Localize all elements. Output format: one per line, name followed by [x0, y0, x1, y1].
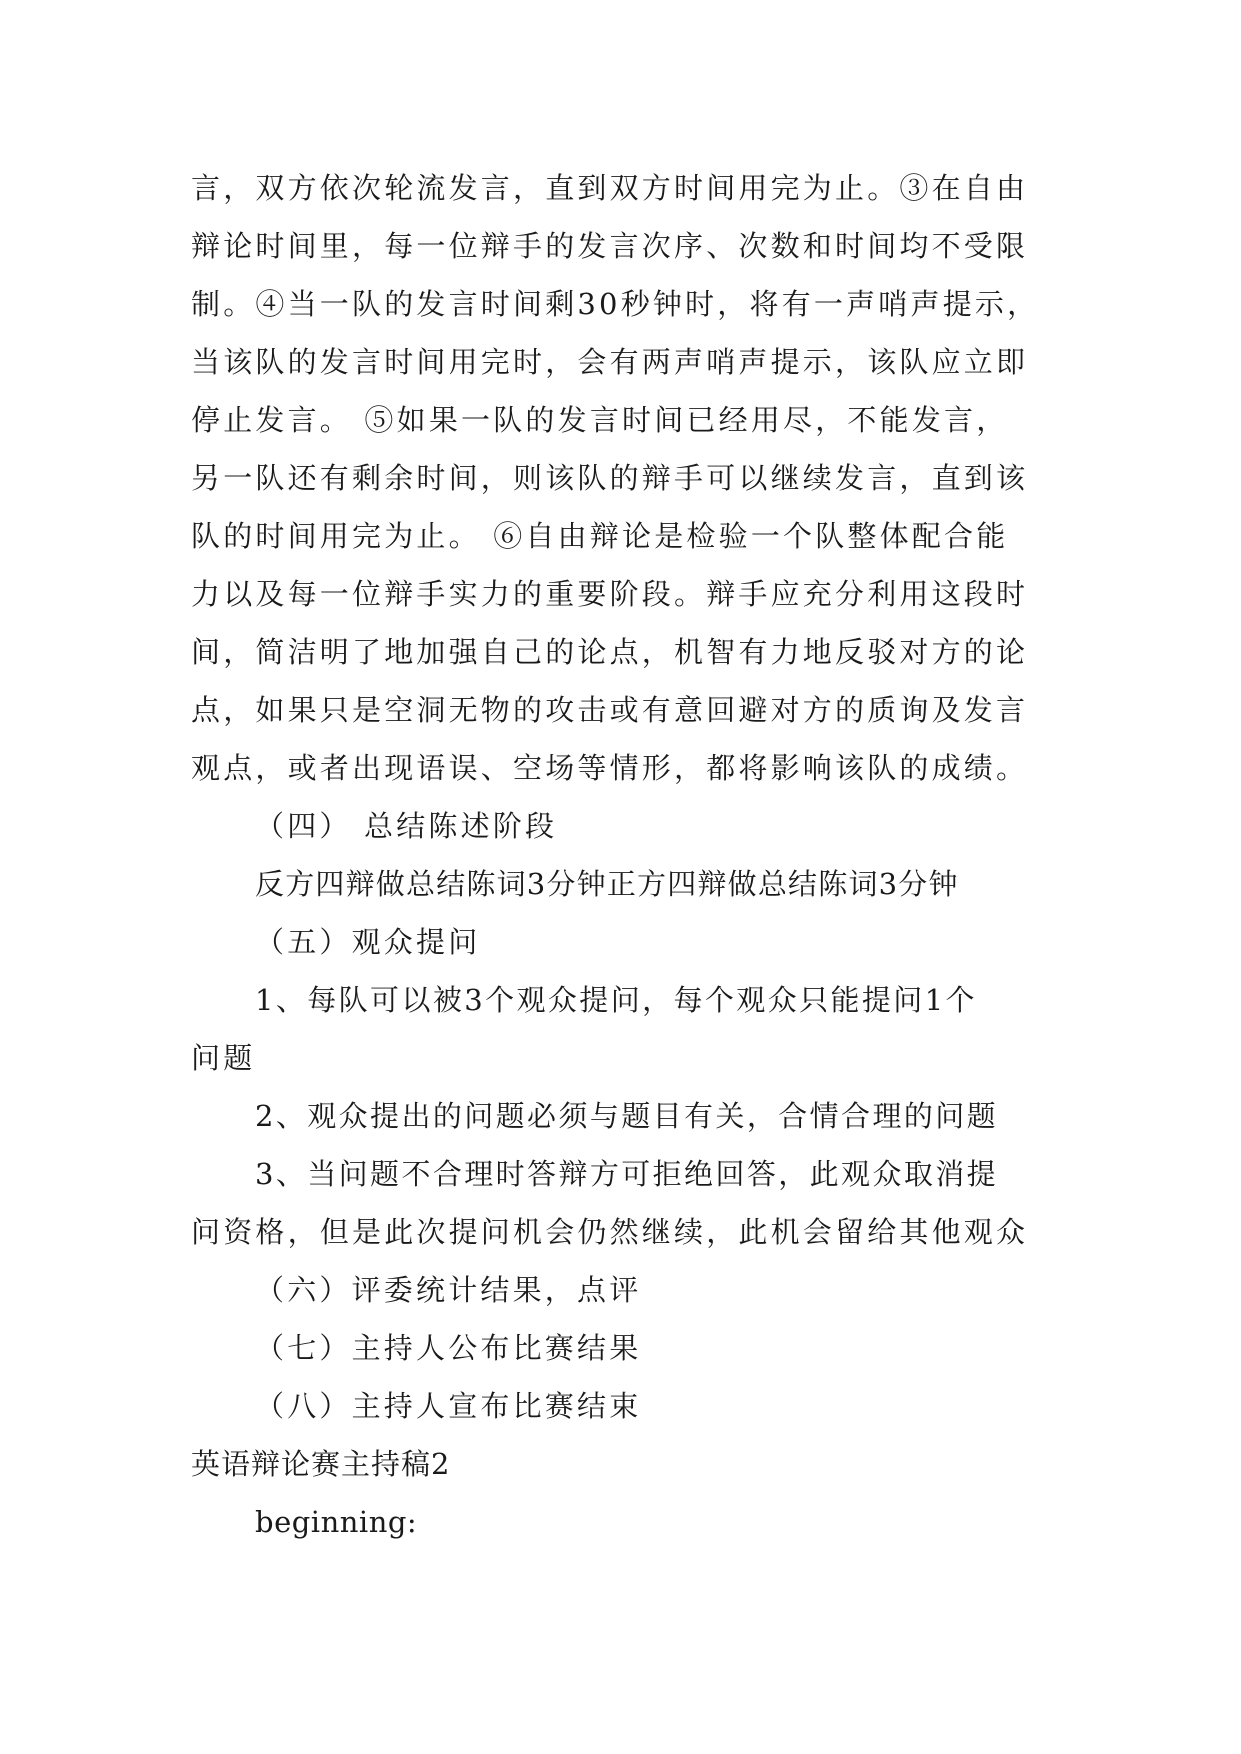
paragraph-line: 辩论时间里，每一位辩手的发言次序、次数和时间均不受限	[191, 229, 1029, 263]
subsection-heading: （六）评委统计结果，点评	[255, 1273, 642, 1307]
section-title: 英语辩论赛主持稿2	[191, 1447, 451, 1481]
paragraph-line: 观点，或者出现语误、空场等情形，都将影响该队的成绩。	[191, 751, 1029, 785]
paragraph-line: 言，双方依次轮流发言，直到双方时间用完为止。③在自由	[191, 171, 1029, 205]
paragraph-line: 间，简洁明了地加强自己的论点，机智有力地反驳对方的论	[191, 635, 1029, 669]
paragraph-line: 当该队的发言时间用完时，会有两声哨声提示，该队应立即	[191, 345, 1029, 379]
list-item: 2、观众提出的问题必须与题目有关，合情合理的问题	[255, 1099, 999, 1133]
list-item: 1、每队可以被3个观众提问，每个观众只能提问1个	[255, 983, 977, 1017]
paragraph-line: 另一队还有剩余时间，则该队的辩手可以继续发言，直到该	[191, 461, 1029, 495]
paragraph-line: 反方四辩做总结陈词3分钟正方四辩做总结陈词3分钟	[255, 867, 959, 901]
english-text-line: beginning:	[255, 1505, 418, 1539]
paragraph-line: 队的时间用完为止。 ⑥自由辩论是检验一个队整体配合能	[191, 519, 1009, 553]
list-item-continuation: 问资格，但是此次提问机会仍然继续，此机会留给其他观众	[191, 1215, 1029, 1249]
list-item: 3、当问题不合理时答辩方可拒绝回答，此观众取消提	[255, 1157, 999, 1191]
paragraph-line: 停止发言。 ⑤如果一队的发言时间已经用尽，不能发言，	[191, 403, 1009, 437]
paragraph-line: 力以及每一位辩手实力的重要阶段。辩手应充分利用这段时	[191, 577, 1029, 611]
subsection-heading: （五）观众提问	[255, 925, 481, 959]
subsection-heading: （七）主持人公布比赛结果	[255, 1331, 642, 1365]
paragraph-line: 点，如果只是空洞无物的攻击或有意回避对方的质询及发言	[191, 693, 1029, 727]
list-item-continuation: 问题	[191, 1041, 256, 1075]
subsection-heading: （八）主持人宣布比赛结束	[255, 1389, 642, 1423]
subsection-heading: （四） 总结陈述阶段	[255, 809, 558, 843]
paragraph-line: 制。④当一队的发言时间剩30秒钟时，将有一声哨声提示，	[191, 287, 1040, 321]
